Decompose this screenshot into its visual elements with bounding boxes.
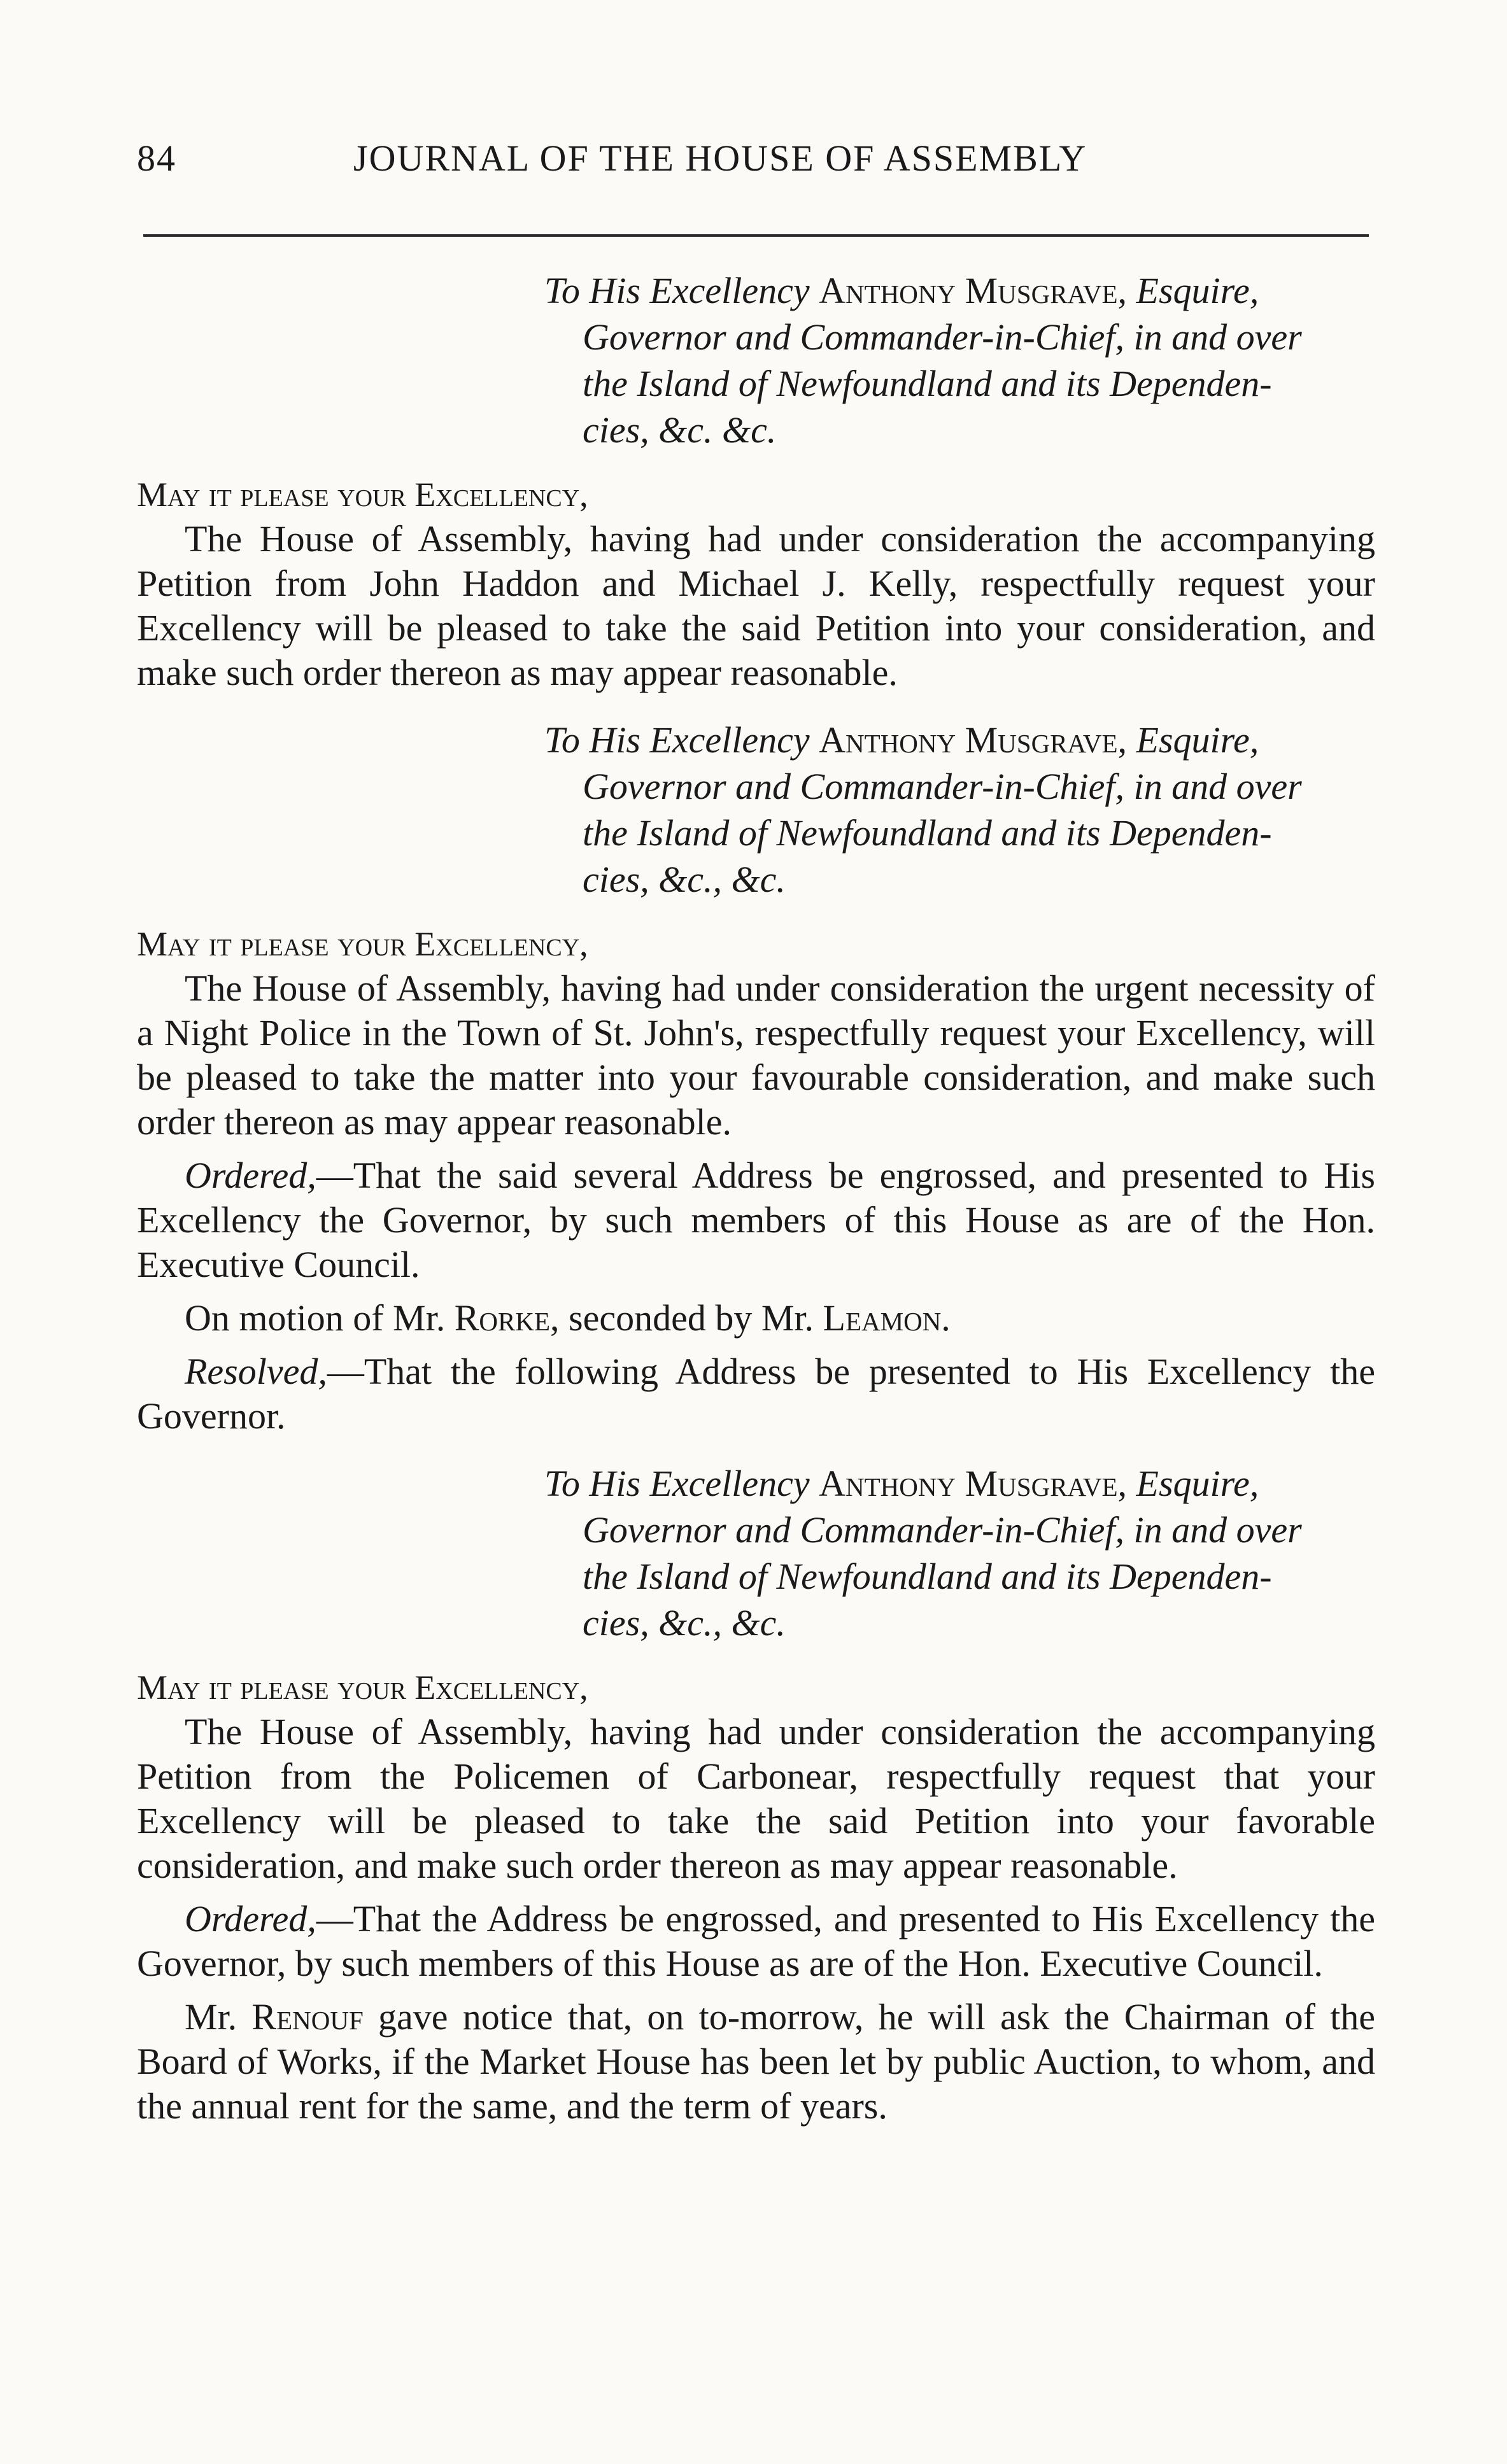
address-body: The House of Assembly, having had under consideration the accompanying Petition from John Haddon and Michael J. Kelly, respectfully request your Excellency will be pleased to take the said Petition into your consideration, and make such order thereon as may appear reasonable. xyxy=(137,518,1375,693)
body-text xyxy=(137,267,1375,2129)
salutation: May it please your Excellency, xyxy=(137,1668,588,1707)
motion-paragraph xyxy=(137,1296,1375,1341)
ordered-text: —That the said several Address be engrossed, and presented to His Excellency the Governor, by such members of this House as are of the Hon. Executive Council. xyxy=(137,1155,1375,1285)
address-to: To His Excellency xyxy=(544,719,810,761)
ordered-paragraph xyxy=(137,1153,1375,1287)
motion-middle: seconded by Mr. xyxy=(569,1297,814,1339)
address-block-3 xyxy=(544,1460,1375,1646)
address-body: The House of Assembly, having had under consideration the accompanying Petition from the Policemen of Carbonear, respectfully request that your Excellency will be pleased to take the said Petition into your favorable consideration, and make such order thereon as may appear reasonable. xyxy=(137,1711,1375,1886)
notice-prefix: Mr. xyxy=(185,1996,237,2038)
resolved-text: —That the following Address be presented to His Excellency the Governor. xyxy=(137,1351,1375,1437)
address-title: Esquire, xyxy=(1136,1463,1259,1504)
address-block-1 xyxy=(544,267,1375,453)
address-name: Anthony Musgrave, xyxy=(819,719,1128,761)
address-line: Governor and Commander-in-Chief, in and over xyxy=(583,766,1302,807)
address-line: the Island of Newfoundland and its Dependen- xyxy=(583,363,1272,404)
ordered-lead: Ordered, xyxy=(185,1155,316,1196)
address-to: To His Excellency xyxy=(544,1463,810,1504)
address-line: cies, &c., &c. xyxy=(583,1602,786,1644)
address-title: Esquire, xyxy=(1136,270,1259,311)
seconder-name: Leamon. xyxy=(823,1297,951,1339)
address-line: cies, &c., &c. xyxy=(583,859,786,900)
salutation: May it please your Excellency, xyxy=(137,925,588,963)
address-name: Anthony Musgrave, xyxy=(819,270,1128,311)
ordered-lead: Ordered, xyxy=(185,1898,316,1940)
page-number: 84 xyxy=(137,137,176,179)
address-line: cies, &c. &c. xyxy=(583,409,777,451)
resolved-paragraph xyxy=(137,1349,1375,1439)
address-body: The House of Assembly, having had under consideration the urgent necessity of a Night Police in the Town of St. John's, respectfully request your Excellency, will be pleased to take the matter into your favourable consideration, and make such order thereon as may appear reasonable. xyxy=(137,968,1375,1143)
address-line: the Island of Newfoundland and its Dependen- xyxy=(583,1556,1272,1597)
notice-text: gave notice that, on to-morrow, he will ask the Chairman of the Board of Works, if the Market House has been let by public Auction, to whom, and the annual rent for the same, and the term of years. xyxy=(137,1996,1376,2127)
header-rule xyxy=(143,234,1369,237)
address-to: To His Excellency xyxy=(544,270,810,311)
mover-name: Rorke, xyxy=(454,1297,560,1339)
page-header xyxy=(137,130,1369,188)
motion-prefix: On motion of Mr. xyxy=(185,1297,446,1339)
resolved-lead: Resolved, xyxy=(185,1351,327,1392)
ordered-paragraph xyxy=(137,1897,1375,1986)
address-title: Esquire, xyxy=(1136,719,1259,761)
address-line: the Island of Newfoundland and its Dependen- xyxy=(583,812,1272,854)
address-line: Governor and Commander-in-Chief, in and over xyxy=(583,1509,1302,1551)
address-name: Anthony Musgrave, xyxy=(819,1463,1128,1504)
salutation: May it please your Excellency, xyxy=(137,475,588,514)
notice-paragraph xyxy=(137,1995,1375,2129)
address-line: Governor and Commander-in-Chief, in and over xyxy=(583,316,1302,358)
ordered-text: —That the Address be engrossed, and presented to His Excellency the Governor, by such members of this House as are of the Hon. Executive Council. xyxy=(137,1898,1375,1984)
running-head: JOURNAL OF THE HOUSE OF ASSEMBLY xyxy=(353,137,1087,179)
notice-member-name: Renouf xyxy=(251,1996,364,2038)
address-block-2 xyxy=(544,717,1375,903)
